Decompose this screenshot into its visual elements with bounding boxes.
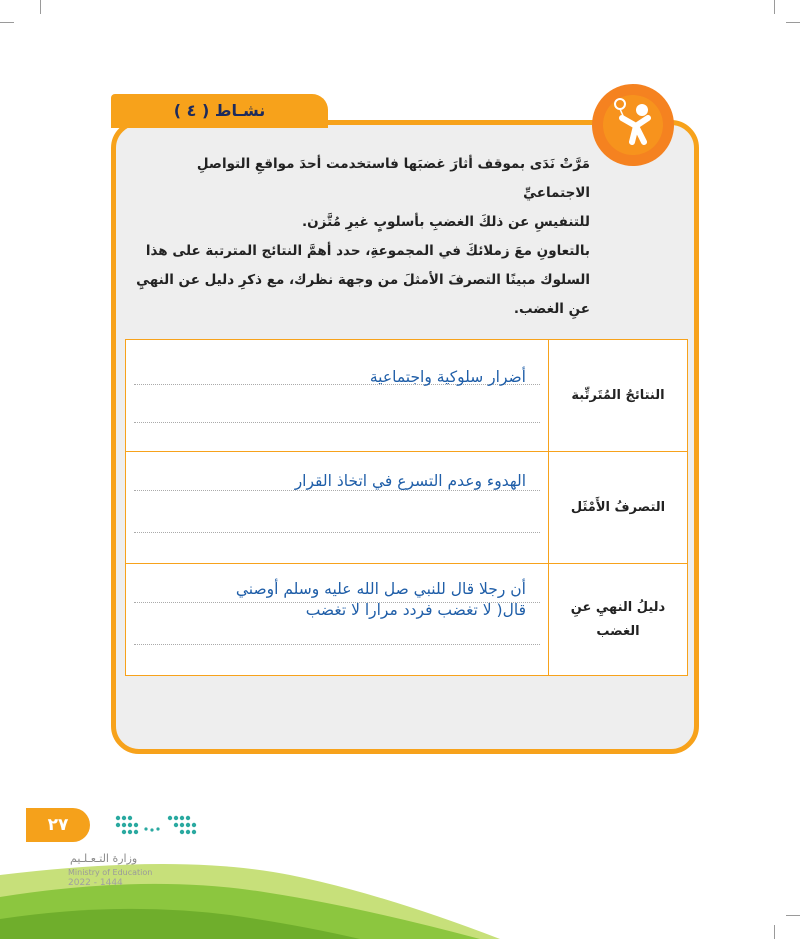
answer-cell[interactable] [126, 340, 549, 452]
ministry-name-en: Ministry of Education [68, 868, 153, 877]
crop-mark [40, 0, 41, 14]
crop-mark [0, 22, 14, 23]
ministry-logo-icon [112, 812, 202, 838]
crop-mark [774, 925, 775, 939]
activity-prompt [135, 150, 590, 324]
dotted-line [134, 532, 540, 533]
answer-cell[interactable] [126, 564, 549, 676]
activity-title: نشـاط ( ٤ ) [111, 94, 328, 128]
dotted-line [134, 422, 540, 423]
dotted-line [134, 644, 540, 645]
prompt-line: مَرَّتْ نَدَى بموقف أثارَ غضبَها فاستخدمت أحدَ مواقعِ التواصلِ الاجتماعيِّ [196, 156, 590, 201]
prompt-line: بالتعاونِ معَ زملائكَ في المجموعةِ، حدد أهمَّ النتائج المترتبة على هذا [145, 243, 590, 259]
prompt-line: عنِ الغضب. [513, 301, 590, 317]
row-label: التصرفُ الأَمْثَل [549, 452, 688, 564]
row-label [549, 564, 688, 676]
crop-mark [786, 915, 800, 916]
answer-text: قال( لا تغضب فردد مرارا لا تغضب [305, 601, 526, 619]
crop-mark [774, 0, 775, 14]
prompt-line: للتنفيسِ عن ذلكَ الغضبِ بأسلوبٍ غيرِ مُتَّزن. [302, 214, 590, 230]
ministry-name-ar: وزارة التـعـلـيم [70, 852, 138, 865]
answer-table [125, 339, 688, 676]
answer-text: أن رجلا قال للنبي صل الله عليه وسلم أوصني [235, 580, 526, 598]
table-row [126, 340, 688, 452]
edition-year: 2022 - 1444 [68, 878, 123, 888]
row-label: النتائجُ المُتَرتِّبة [549, 340, 688, 452]
crop-mark [786, 22, 800, 23]
page-number: ٢٧ [26, 808, 90, 842]
activity-person-icon [592, 84, 674, 166]
answer-cell[interactable] [126, 452, 549, 564]
table-row [126, 452, 688, 564]
prompt-line: السلوك مبينًا التصرفَ الأمثلَ من وجهة نظرك، مع ذكرِ دليل عن النهيِ [136, 272, 590, 288]
answer-text: الهدوء وعدم التسرع في اتخاذ القرار [294, 472, 526, 490]
row-label-line: دليلُ النهيِ عنِ [570, 599, 666, 615]
row-label-line: الغضب [596, 623, 640, 639]
answer-text: أضرار سلوكية واجتماعية [369, 368, 526, 386]
table-row [126, 564, 688, 676]
